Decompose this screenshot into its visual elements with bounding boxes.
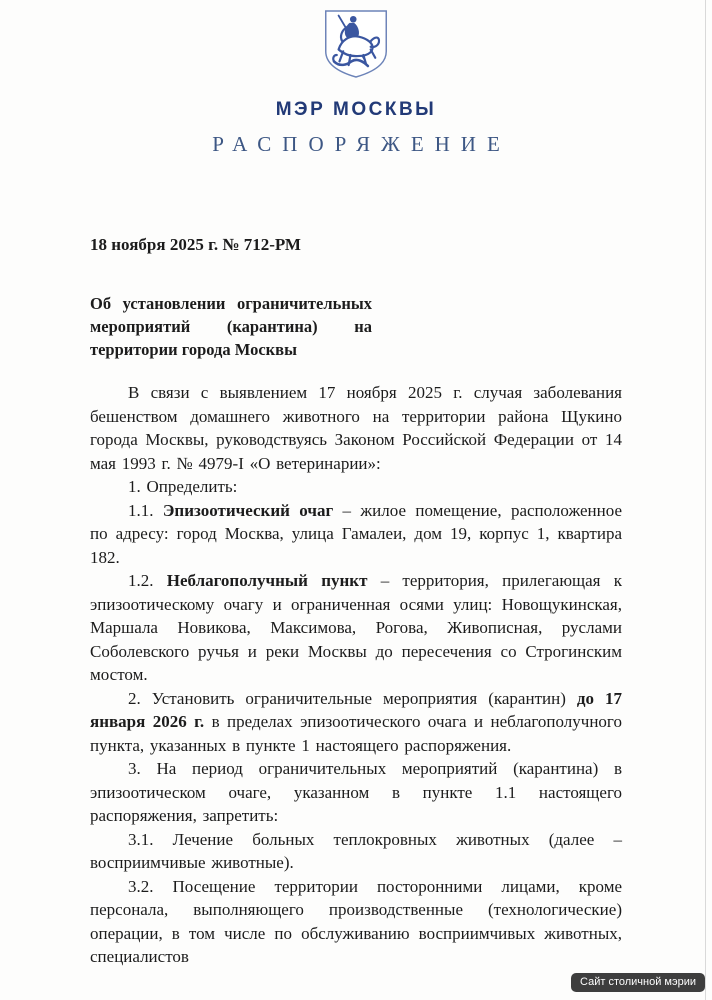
paragraph-text: – жилое помещение, расположенное по адресу: город Москва, улица Гамалеи, дом 19, корпус 1, квартира 182. bbox=[90, 500, 622, 567]
paragraph-item-1-2 bbox=[90, 569, 622, 687]
document-date-number: 18 ноября 2025 г. № 712-РМ bbox=[90, 235, 301, 254]
paragraph-item-2 bbox=[90, 687, 622, 758]
document-subject: Об установлении ограничительных мероприятий (карантина) на территории города Москвы bbox=[90, 294, 372, 359]
paragraph-text: – территория, прилегающая к эпизоотическому очагу и ограниченная осями улиц: Новощукинская, Маршала Новикова, Максимова, Рогова, Живописная, руслами Соболевского ручья и реки Москвы до пересечения со Строгинским мостом. bbox=[90, 571, 622, 684]
bold-term-unfavorable-point: Неблагополучный пункт bbox=[166, 571, 368, 590]
paragraph-text: 2. Установить ограничительные мероприятия (карантин) bbox=[128, 688, 577, 708]
paragraph-text: 1.1. bbox=[128, 500, 163, 520]
paragraph-text: 3.2. Посещение территории посторонними лицами, кроме персонала, выполняющего производственные (технологические) операции, в том числе по обслуживанию восприимчивых животных, специалистов bbox=[90, 876, 622, 966]
paragraph-item-1-1 bbox=[90, 499, 622, 570]
document-body bbox=[90, 381, 622, 969]
document-content bbox=[90, 233, 622, 969]
paragraph-item-1 bbox=[90, 475, 622, 499]
site-watermark-badge: Сайт столичной мэрии bbox=[571, 973, 705, 992]
bold-term-epizootic-focus: Эпизоотический очаг bbox=[162, 500, 334, 520]
paragraph-text: В связи с выявлением 17 ноября 2025 г. случая заболевания бешенством домашнего животного на территории района Щукино города Москвы, руководствуясь Законом Российской Федерации от 14 мая 1993 г. № 4979-I «О ветеринарии»: bbox=[90, 383, 622, 473]
paragraph-preamble bbox=[90, 381, 622, 475]
moscow-coat-of-arms-icon bbox=[323, 8, 389, 80]
paragraph-text: 3.1. Лечение больных теплокровных животных (далее – восприимчивые животные). bbox=[90, 829, 622, 872]
paragraph-text: 3. На период ограничительных мероприятий (карантина) в эпизоотическом очаге, указанном в пункте 1.1 настоящего распоряжения, запретить: bbox=[90, 759, 622, 825]
paragraph-item-3-2 bbox=[90, 875, 622, 969]
paragraph-item-3 bbox=[90, 757, 622, 828]
paragraph-item-3-1 bbox=[90, 828, 622, 875]
paragraph-text: 1.2. bbox=[128, 571, 167, 590]
paragraph-text: в пределах эпизоотического очага и неблагополучного пункта, указанных в пункте 1 настоящего распоряжения. bbox=[90, 712, 622, 755]
document-type-title: РАСПОРЯЖЕНИЕ bbox=[212, 132, 511, 156]
paragraph-text: 1. Определить: bbox=[128, 477, 238, 496]
organization-title: МЭР МОСКВЫ bbox=[275, 99, 437, 120]
bold-term-quarantine-deadline: до 17 января 2026 г. bbox=[90, 688, 622, 731]
